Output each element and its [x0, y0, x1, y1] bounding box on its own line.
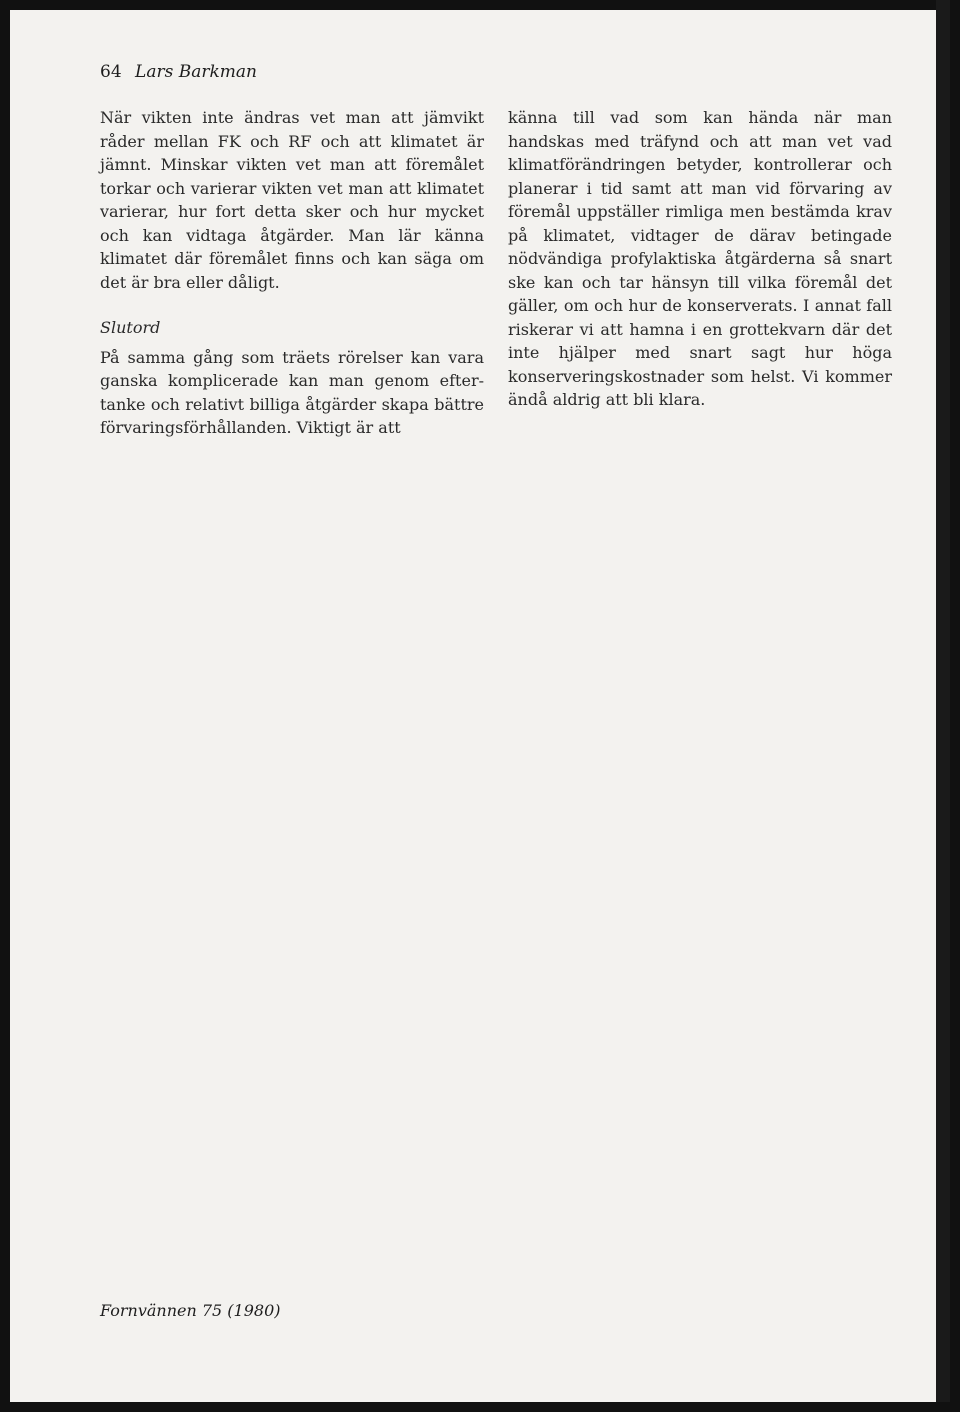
- scan-edge-bar: [936, 0, 950, 1402]
- author-name: Lars Barkman: [135, 62, 257, 82]
- section-heading: Slutord: [100, 318, 161, 337]
- right-column: [508, 106, 892, 412]
- left-column: [100, 106, 484, 440]
- body-paragraph: När vikten inte ändras vet man att jämvikt råder mellan FK och RF och att klimatet är jämnt. Minskar vikten vet man att föremålet torkar och varierar vikten vet man att klimatet varierar, hur fort detta sker och hur mycket och kan vidtaga åtgärder. Man lär känna klimatet där föremålet finns och kan säga om det är bra eller dåligt.: [100, 108, 484, 292]
- page-number: 64: [100, 62, 122, 82]
- body-paragraph: På samma gång som träets rörelser kan vara ganska komplicerade kan man genom eftertanke och relativt billiga åtgärder skapa bättre förvaringsförhållanden. Viktigt är att: [100, 347, 484, 437]
- journal-footer: Fornvännen 75 (1980): [100, 1301, 281, 1320]
- body-paragraph: känna till vad som kan hända när man handskas med träfynd och att man vet vad klimatförändringen betyder, kontrollerar och planerar i tid samt att man vid förvaring av föremål uppställer rimliga men bestämda krav på klimatet, vidtager de därav betingade nödvändiga profylaktiska åtgärderna så snart ske kan och tar hänsyn till vilka föremål det gäller, om och hur de konserverats. I annat fall riskerar vi att hamna i en grottekvarn där det inte hjälper med snart sagt hur höga konserveringskostnader som helst. Vi kommer ändå aldrig att bli klara.: [508, 108, 892, 409]
- running-header: [100, 62, 257, 82]
- document-page: [10, 10, 936, 1402]
